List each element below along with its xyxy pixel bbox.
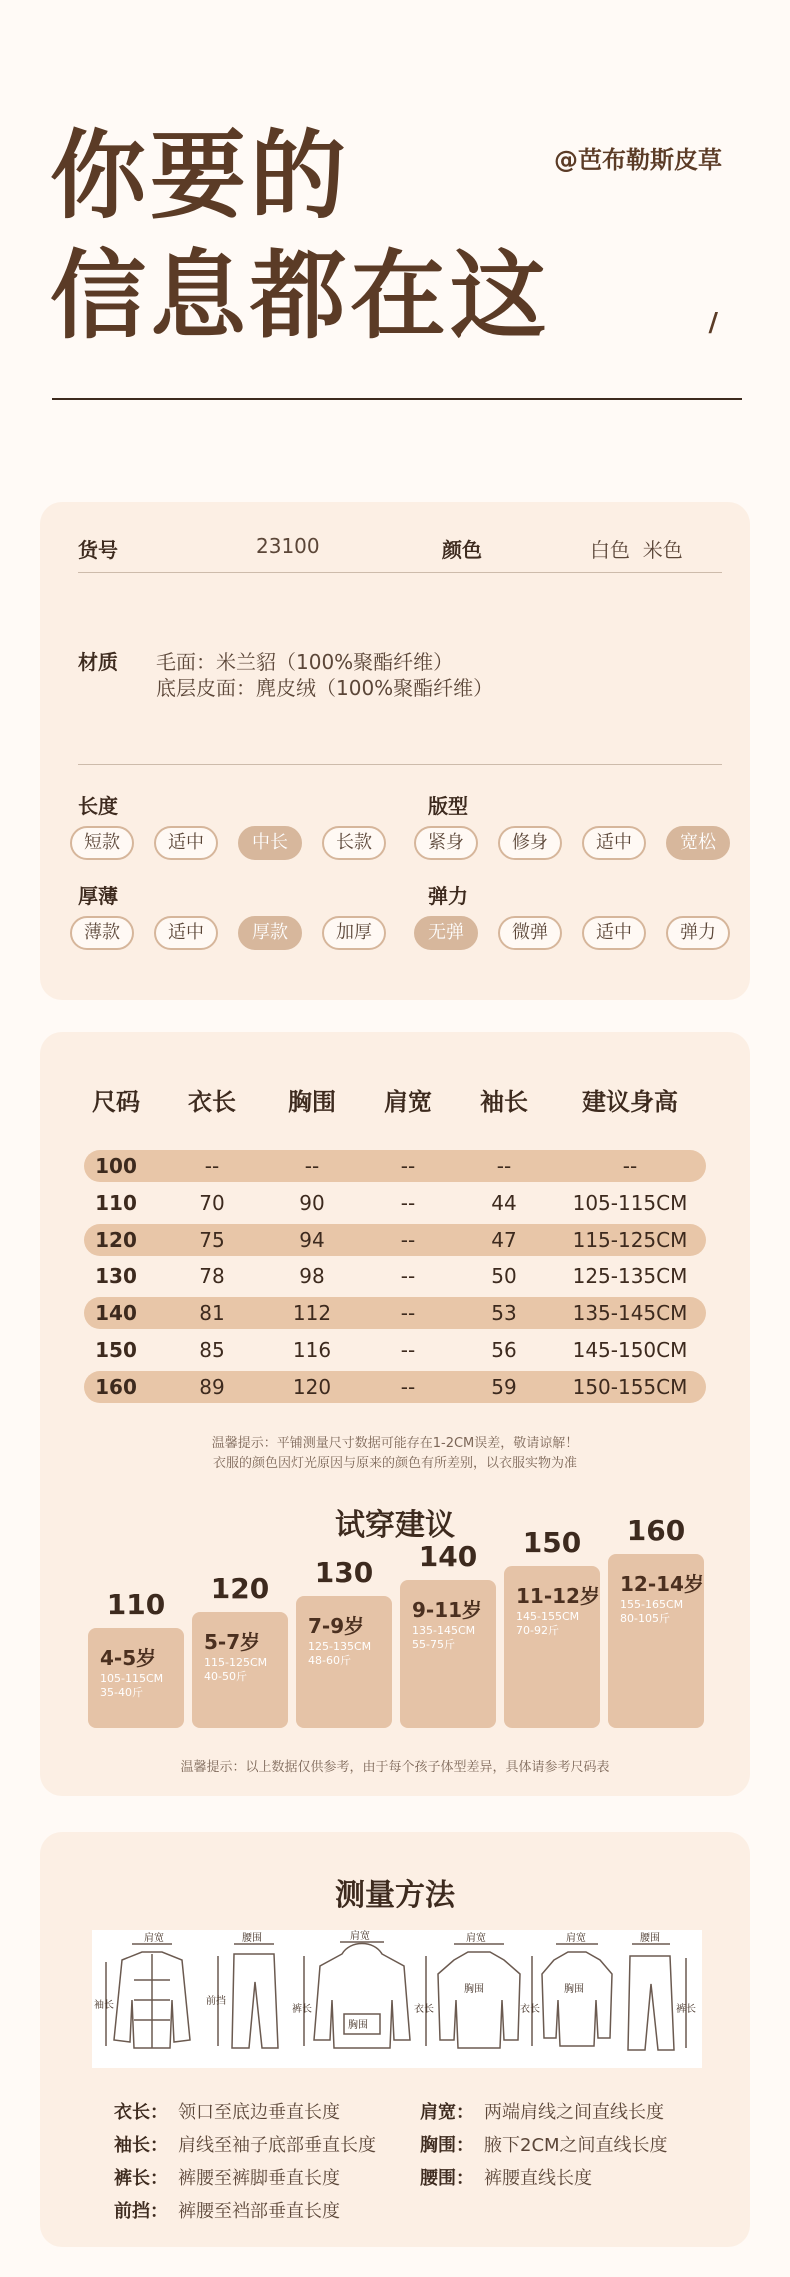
- length-label: 长度: [78, 794, 118, 818]
- fit-age: 5-7岁: [204, 1630, 261, 1654]
- brand-name: @芭布勒斯皮草: [554, 146, 722, 174]
- material-line1: 毛面：米兰貂（100%聚酯纤维）: [156, 650, 454, 674]
- clothing-measure-illustration: [92, 1930, 702, 2068]
- fit-age: 12-14岁: [620, 1572, 704, 1596]
- table-cell: --: [400, 1374, 416, 1399]
- measurement-diagram: [92, 1930, 702, 2068]
- measure-text: 肩线至袖子底部垂直长度: [178, 2135, 376, 2156]
- table-cell: --: [400, 1338, 416, 1362]
- fit-height: 105-115CM: [100, 1672, 164, 1685]
- table-header-cell: 尺码: [92, 1088, 140, 1116]
- table-header-cell: 衣长: [188, 1088, 236, 1116]
- table-cell: 160: [95, 1374, 137, 1399]
- length-option-pill: 适中: [154, 826, 218, 860]
- table-cell: 120: [292, 1374, 332, 1399]
- fit-height: 125-135CM: [308, 1640, 372, 1653]
- hero-slash: /: [708, 308, 718, 338]
- svg-text:裤长: 裤长: [676, 2004, 696, 2015]
- table-cell: 115-125CM: [572, 1227, 688, 1252]
- svg-text:肩宽: 肩宽: [566, 1933, 586, 1944]
- svg-text:肩宽: 肩宽: [350, 1931, 370, 1942]
- length-option-pill: 中长: [238, 826, 302, 860]
- table-header-cell: 建议身高: [582, 1088, 678, 1116]
- measure-label: 袖长：: [114, 2135, 168, 2156]
- fit-size-label: 150: [522, 1526, 582, 1559]
- item-no-value: 23100: [256, 534, 320, 558]
- table-cell: 100: [95, 1154, 137, 1178]
- fit-option-pill: 紧身: [414, 826, 478, 860]
- material-line2: 底层皮面：麂皮绒（100%聚酯纤维）: [156, 676, 494, 700]
- table-cell: 78: [199, 1264, 225, 1289]
- table-cell: 70: [199, 1190, 225, 1215]
- table-cell: --: [204, 1154, 220, 1178]
- info-divider-top: [78, 572, 722, 573]
- fit-option-pill: 修身: [498, 826, 562, 860]
- table-cell: 150: [95, 1338, 137, 1362]
- table-note-1: 温馨提示：平铺测量尺寸数据可能存在1-2CM误差，敬请谅解！: [211, 1436, 579, 1451]
- table-cell: 59: [491, 1374, 517, 1399]
- svg-text:肩宽: 肩宽: [144, 1933, 164, 1944]
- measure-text: 裤腰至裤脚垂直长度: [178, 2168, 340, 2189]
- table-cell: 47: [491, 1227, 517, 1252]
- fit-size-label: 130: [314, 1556, 374, 1589]
- table-note-2: 衣服的颜色因灯光原因与原来的颜色有所差别，以衣服实物为准: [212, 1456, 577, 1471]
- svg-text:肩宽: 肩宽: [466, 1933, 486, 1944]
- fit-weight: 35-40斤: [100, 1686, 143, 1699]
- thickness-option-pill: 厚款: [238, 916, 302, 950]
- fit-age: 4-5岁: [100, 1646, 157, 1670]
- measure-label: 腰围：: [420, 2168, 474, 2189]
- item-no-label: 货号: [78, 538, 118, 562]
- fit-height: 155-165CM: [620, 1598, 684, 1611]
- svg-text:袖长: 袖长: [94, 2000, 114, 2011]
- table-cell: 110: [95, 1190, 137, 1215]
- table-cell: 50: [491, 1264, 517, 1289]
- table-cell: 56: [491, 1338, 517, 1362]
- table-cell: --: [496, 1154, 512, 1178]
- fit-height: 135-145CM: [412, 1624, 476, 1637]
- elasticity-option-pill: 弹力: [666, 916, 730, 950]
- fit-option-pill: 宽松: [666, 826, 730, 860]
- measure-text: 腋下2CM之间直线长度: [484, 2135, 668, 2156]
- length-option-pill: 短款: [70, 826, 134, 860]
- fit-age: 11-12岁: [516, 1584, 600, 1608]
- fit-size-label: 160: [626, 1514, 686, 1547]
- table-cell: 75: [199, 1227, 225, 1252]
- table-cell: 90: [299, 1190, 325, 1215]
- measure-label: 肩宽：: [420, 2102, 474, 2123]
- table-header-cell: 肩宽: [384, 1088, 432, 1116]
- table-cell: 105-115CM: [572, 1190, 688, 1215]
- table-cell: 44: [491, 1190, 517, 1215]
- table-cell: 89: [199, 1374, 225, 1399]
- measure-text: 裤腰直线长度: [484, 2168, 592, 2189]
- table-cell: 112: [292, 1301, 332, 1326]
- fit-weight: 70-92斤: [516, 1624, 559, 1637]
- hero-title-line1: 你要的: [50, 120, 350, 232]
- measure-label: 裤长：: [114, 2168, 168, 2189]
- table-cell: --: [400, 1264, 416, 1289]
- thickness-option-pill: 加厚: [322, 916, 386, 950]
- table-cell: 120: [95, 1227, 137, 1252]
- table-cell: --: [400, 1301, 416, 1326]
- elasticity-option-pill: 无弹: [414, 916, 478, 950]
- fit-advice-note: 温馨提示：以上数据仅供参考，由于每个孩子体型差异，具体请参考尺码表: [180, 1760, 610, 1775]
- fit-label: 版型: [428, 794, 468, 818]
- table-cell: --: [400, 1154, 416, 1178]
- fit-age: 7-9岁: [308, 1614, 365, 1638]
- table-cell: 130: [95, 1264, 137, 1289]
- measure-label: 前挡：: [114, 2201, 168, 2222]
- elasticity-option-pill: 微弹: [498, 916, 562, 950]
- fit-height: 115-125CM: [204, 1656, 268, 1669]
- svg-text:胸围: 胸围: [564, 1984, 584, 1995]
- table-cell: --: [622, 1154, 638, 1178]
- svg-text:腰围: 腰围: [640, 1933, 660, 1944]
- table-cell: 135-145CM: [572, 1301, 688, 1326]
- length-option-pill: 长款: [322, 826, 386, 860]
- fit-weight: 80-105斤: [620, 1612, 670, 1625]
- thickness-label: 厚薄: [78, 884, 118, 908]
- fit-size-label: 140: [418, 1540, 478, 1573]
- color-label: 颜色: [442, 538, 482, 562]
- table-cell: 116: [292, 1338, 332, 1362]
- material-label: 材质: [78, 650, 118, 674]
- table-header-cell: 胸围: [288, 1088, 336, 1116]
- hero-divider: [52, 398, 742, 400]
- measure-label: 胸围：: [420, 2135, 474, 2156]
- table-cell: 98: [299, 1264, 325, 1289]
- elasticity-option-pill: 适中: [582, 916, 646, 950]
- fit-weight: 55-75斤: [412, 1638, 455, 1651]
- table-cell: 140: [95, 1301, 137, 1326]
- info-divider-bottom: [78, 764, 722, 765]
- thickness-option-pill: 薄款: [70, 916, 134, 950]
- hero-title-line2: 信息都在这: [50, 240, 550, 352]
- measure-text: 裤腰至裆部垂直长度: [178, 2201, 340, 2222]
- svg-text:前挡: 前挡: [206, 1996, 226, 2007]
- measure-label: 衣长：: [114, 2102, 168, 2123]
- color-value: 白色 米色: [590, 538, 683, 562]
- svg-text:衣长: 衣长: [414, 2004, 434, 2015]
- table-cell: 53: [491, 1301, 517, 1326]
- fit-weight: 48-60斤: [308, 1654, 351, 1667]
- table-cell: 85: [199, 1338, 225, 1362]
- measure-text: 领口至底边垂直长度: [178, 2102, 340, 2123]
- table-cell: 94: [299, 1227, 325, 1252]
- measure-text: 两端肩线之间直线长度: [484, 2102, 664, 2123]
- fit-weight: 40-50斤: [204, 1670, 247, 1683]
- fit-option-pill: 适中: [582, 826, 646, 860]
- measure-title: 测量方法: [335, 1878, 455, 1913]
- fit-size-label: 110: [106, 1588, 166, 1621]
- svg-text:胸围: 胸围: [464, 1984, 484, 1995]
- table-cell: 150-155CM: [572, 1374, 688, 1399]
- svg-text:腰围: 腰围: [242, 1933, 262, 1944]
- table-header-cell: 袖长: [480, 1088, 528, 1116]
- table-cell: --: [304, 1154, 320, 1178]
- fit-advice-title: 试穿建议: [335, 1508, 455, 1543]
- fit-height: 145-155CM: [516, 1610, 580, 1623]
- fit-size-label: 120: [210, 1572, 270, 1605]
- table-cell: --: [400, 1190, 416, 1215]
- table-cell: 81: [199, 1301, 225, 1326]
- table-cell: 145-150CM: [572, 1338, 688, 1362]
- table-cell: --: [400, 1227, 416, 1252]
- svg-text:胸围: 胸围: [348, 2020, 368, 2031]
- elasticity-label: 弹力: [428, 884, 468, 908]
- table-cell: 125-135CM: [572, 1264, 688, 1289]
- thickness-option-pill: 适中: [154, 916, 218, 950]
- svg-text:裤长: 裤长: [292, 2004, 312, 2015]
- fit-age: 9-11岁: [412, 1598, 483, 1622]
- svg-text:衣长: 衣长: [520, 2004, 540, 2015]
